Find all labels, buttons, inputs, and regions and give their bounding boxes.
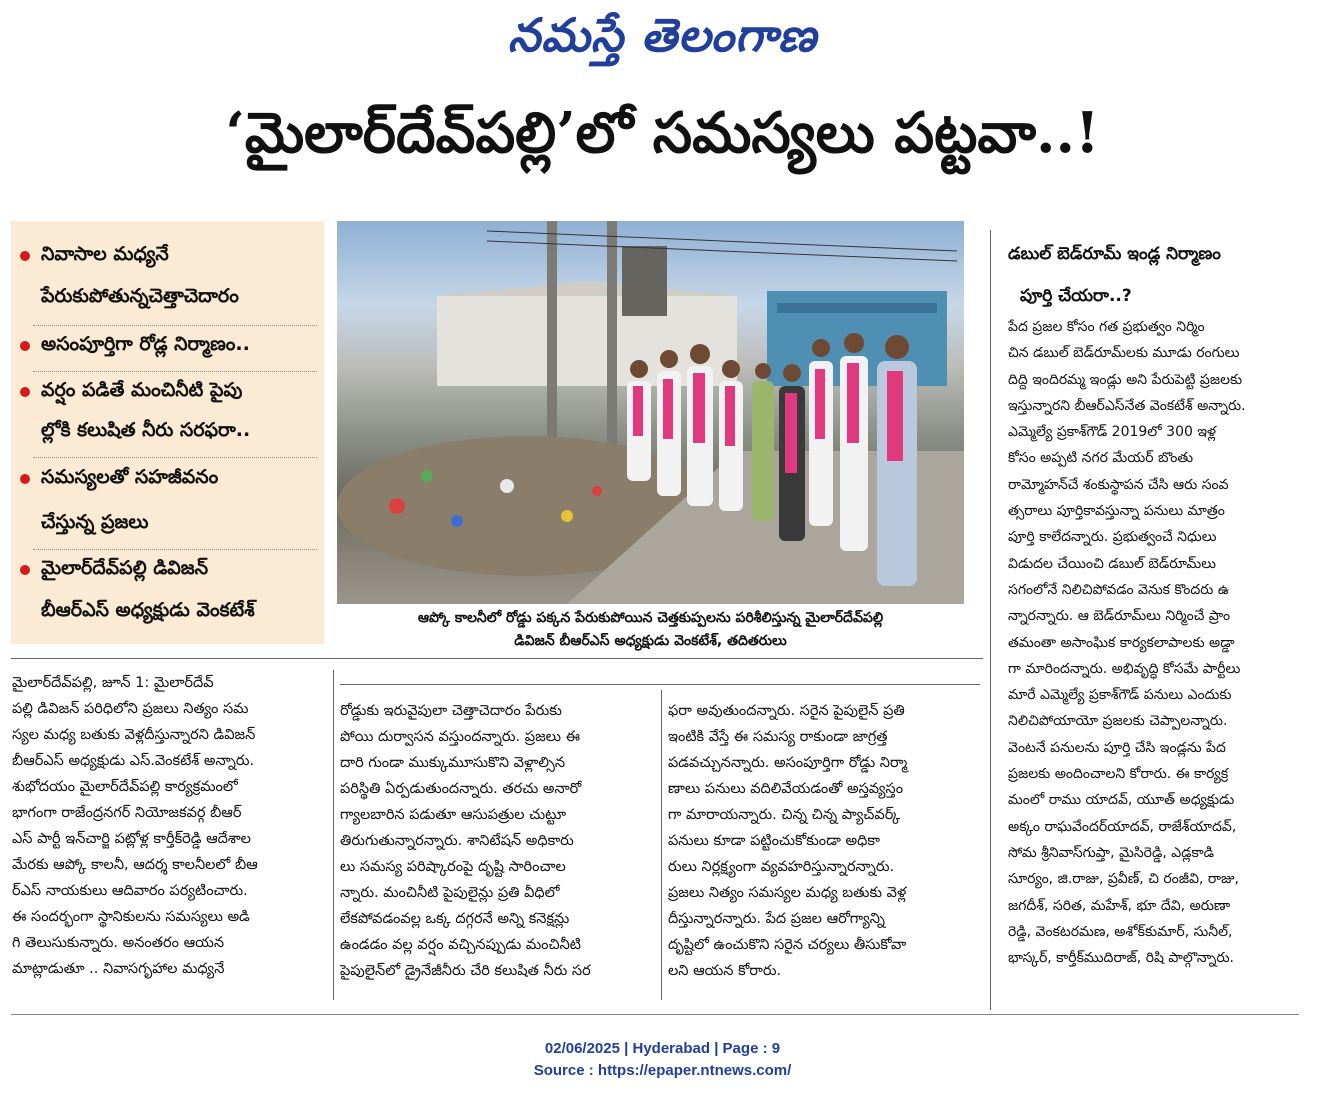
text-line: తిరుగుతున్నారన్నారు. శానిటేషన్ అధికారు — [340, 833, 574, 849]
text-line: పూర్తి కాలేదన్నారు. ప్రభుత్వంచే నిధులు — [1008, 529, 1217, 546]
bullet-icon — [20, 341, 30, 351]
text-line: ఎమ్మెల్యే ప్రకాశ్‌గౌడ్ 2019లో 300 ఇళ్ల — [1008, 424, 1217, 441]
text-line: న్నారు. మంచినీటి పైపులైన్లు ప్రతి వీధిలో — [340, 885, 560, 901]
footer-date: 02/06/2025 | Hyderabad | Page : 9 — [544, 1040, 781, 1057]
masthead-logo: నమస్తే తెలంగాణ — [507, 8, 818, 62]
text-line: వెంటనే పనులను పూర్తి చేసి ఇండ్లను పేద — [1008, 739, 1226, 756]
text-line: కోసం అప్పటి నగర మేయర్ బొంతు — [1008, 450, 1194, 467]
text-line: పోయి దుర్వాసన వస్తుందన్నారు. ప్రజలు ఈ — [340, 729, 580, 745]
text-line: దీస్తున్నారన్నారు. పేద ప్రజల ఆరోగ్యాన్ని — [668, 911, 885, 927]
news-photo — [337, 221, 964, 604]
text-line: ఎస్ పార్టీ ఇన్‌చార్జి పట్లోళ్ల కార్తీక్‌రెడ్డి ఆదేశాల — [12, 831, 251, 847]
highlights-box: నివాసాల మధ్యనే పేరుకుపోతున్నచెత్తాచెదారం అసంపూర్తిగా రోడ్ల నిర్మాణం.. వర్షం పడితే మంచినీటి పైపు ల్లోకి కలుషిత నీరు సరఫరా.. సమస్యలతో సహజీవనం చేస్తున్న ప్రజలు మైలార్‌దేవ్‌పల్లి డివిజన్ బీఆర్‌ఎస్ అధ్యక్షుడు వెంకటేశ్ — [11, 221, 324, 644]
divider — [33, 325, 317, 326]
text-line: మైలార్‌దేవ్‌పల్లి, జూన్ 1: మైలార్‌దేవ్ — [12, 675, 214, 691]
headline: ‘మైలార్‌దేవ్‌పల్లి’లో సమస్యలు పట్టవా..! — [225, 100, 1100, 166]
text-line: ప్రజలకు అందించాలని కోరారు. ఈ కార్యక్ర — [1008, 766, 1229, 783]
text-line: గా మారాయన్నారు. చిన్న చిన్న ప్యాచ్‌వర్క్ — [668, 807, 901, 823]
divider — [340, 684, 980, 685]
text-line: పనులు కూడా పట్టించుకోకుండా అధికా — [668, 833, 880, 849]
column-rule — [661, 690, 662, 1000]
text-line: చిన డబుల్ బెడ్‌రూమ్‌లకు మూడు రంగులు — [1008, 345, 1240, 362]
text-line: భాస్కర్, కార్తీక్‌ముదిరాజ్, రిషి పాల్గొన్నారు. — [1008, 950, 1234, 967]
divider — [11, 658, 983, 659]
footer-source: Source : https://epaper.ntnews.com/ — [533, 1062, 792, 1079]
text-line: గా మారిందన్నారు. అభివృద్ధి కోసమే పార్టీలు — [1008, 660, 1241, 677]
text-line: గి తెలుసుకున్నారు. అనంతరం ఆయన — [12, 935, 224, 951]
body-column-2 — [340, 698, 653, 984]
text-line: పడవచ్చునన్నారు. అసంపూర్తిగా రోడ్డు నిర్మా — [668, 755, 908, 771]
text-line: మారే ఎమ్మెల్యే ప్రకాశ్‌గౌడ్ పనులు ఎందుకు — [1008, 687, 1232, 704]
text-line: బీఆర్‌ఎస్ అధ్యక్షుడు ఎస్.వెంకటేశ్ అన్నారు. — [12, 753, 255, 769]
divider — [33, 371, 317, 372]
text-line: తమంతా అసాంఘిక కార్యకలాపాలకు అడ్డా — [1008, 634, 1235, 651]
text-line: మంలో రాము యాదవ్, యూత్ అధ్యక్షుడు — [1008, 792, 1235, 809]
text-line: భాగంగా రాజేంద్రనగర్ నియోజకవర్గ బీఆర్ — [12, 805, 242, 821]
text-line: దిద్ది ఇందిరమ్మ ఇండ్లు అని పేరుపెట్టి ప్రజలకు — [1008, 371, 1243, 388]
bullet-icon — [20, 565, 30, 575]
text-line: స్యల మధ్య బతుకు వెళ్లదీస్తున్నారని డివిజన్ — [12, 727, 256, 743]
text-line: ఫరా అవుతుందన్నారు. సరైన పైపులైన్ ప్రతి — [668, 703, 905, 719]
text-line: మాట్లాడుతూ .. నివాసగృహాల మధ్యనే — [12, 961, 225, 977]
photo-caption: ఆప్కో కాలనీలో రోడ్డు పక్కన పేరుకుపోయిన చెత్తకుప్పలను పరిశీలిస్తున్న మైలార్‌దేవ్‌పల్లి డివిజన్ బీఆర్‌ఎస్ అధ్యక్షుడు వెంకటేశ్, తదితరులు — [417, 610, 884, 649]
text-line: ఈ సందర్భంగా స్థానికులను సమస్యలు అడి — [12, 909, 250, 925]
bullet-icon — [20, 387, 30, 397]
text-line: గ్యాలబారిన పడుతూ ఆసుపత్రుల చుట్టూ — [340, 807, 567, 823]
sidebar-heading: డబుల్ బెడ్‌రూమ్ ఇండ్ల నిర్మాణం పూర్తి చేయరా..? — [1008, 244, 1221, 306]
text-line: రెడ్డి, వెంకటరమణ, అశోక్‌కుమార్, సునీల్, — [1008, 923, 1233, 940]
text-line: ణాలు పనులు వదిలివేయడంతో అస్తవ్యస్తం — [668, 781, 904, 797]
text-line: రోడ్డుకు ఇరువైపులా చెత్తాచెదారం పేరుకు — [340, 703, 562, 719]
text-line: రులు నిర్లక్ష్యంగా వ్యవహరిస్తున్నారన్నారు. — [668, 859, 895, 875]
text-line: న్నారన్నారు. ఆ బెడ్‌రూమ్‌లు నిర్మించే ప్రాం — [1008, 608, 1231, 625]
text-line: ర్‌ఎస్ నాయకులు ఆదివారం పర్యటించారు. — [12, 883, 248, 899]
text-line: సూర్యం, జి.రాజు, ప్రవీణ్, చి రంజీవి, రాజు, — [1008, 871, 1239, 888]
text-line: ఇస్తున్నారని బీఆర్‌ఎస్‌నేత వెంకటేశ్ అన్నారు. — [1008, 397, 1246, 414]
text-line: సగంలోనే నిలిచిపోవడం వెనుక కొందరు ఉ — [1008, 581, 1230, 598]
divider — [33, 457, 317, 458]
text-line: లని ఆయన కోరారు. — [668, 963, 782, 979]
text-line: అక్కం రాఘవేందర్‌యాదవ్, రాజేశ్‌యాదవ్, — [1008, 818, 1237, 835]
column-rule — [990, 230, 991, 1010]
text-line: ప్రజలు నిత్యం సమస్యల మధ్య బతుకు వెళ్ల — [668, 885, 907, 901]
text-line: ఇంటికి వేస్తే ఈ సమస్య రాకుండా జాగ్రత్త — [668, 729, 888, 745]
text-line: మేరకు ఆప్కో కాలనీ, ఆదర్శ కాలనీలలో బీఆ — [12, 857, 258, 873]
text-line: త్సరాలు పూర్తికావస్తున్నా పనులు మాత్రం — [1008, 503, 1225, 520]
text-line: రామ్మోహన్‌చే శంకుస్థాపన చేసి ఆరు సంవ — [1008, 476, 1229, 493]
text-line: విడుదల చేయించి డబుల్ బెడ్‌రూమ్‌లు — [1008, 555, 1217, 572]
text-line: ఉండడం వల్ల వర్షం వచ్చినప్పుడు మంచినీటి — [340, 937, 581, 953]
body-column-3 — [668, 698, 981, 984]
text-line: లు సమస్య పరిష్కారంపై దృష్టి సారించాల — [340, 859, 566, 875]
column-rule — [333, 670, 334, 1000]
text-line: దారి గుండా ముక్కుమూసుకొని వెళ్లాల్సిన — [340, 755, 566, 771]
photo-illustration — [337, 221, 964, 604]
text-line: నిలిచిపోయాయో ప్రజలకు చెప్పాలన్నారు. — [1008, 713, 1228, 730]
text-line: పైపులైన్‌లో డ్రైనేజీనీరు చేరి కలుషిత నీరు సర — [340, 963, 591, 979]
text-line: పరిస్థితి ఏర్పడుతుందన్నారు. తరచు అనారో — [340, 781, 582, 797]
text-line: సోమ శ్రీనివాస్‌గుప్తా, మైసిరెడ్డి, ఎడ్లకాడి — [1008, 844, 1215, 861]
text-line: జగదీశ్, సరిత, మహేశ్, భూ దేవి, అరుణా — [1008, 897, 1231, 914]
text-line: శుభోదయం మైలార్‌దేవ్‌పల్లి కార్యక్రమంలో — [12, 779, 238, 795]
text-line: దృష్టిలో ఉంచుకొని సరైన చర్యలు తీసుకోవా — [668, 937, 907, 953]
text-line: పేద ప్రజల కోసం గత ప్రభుత్వం నిర్మిం — [1008, 319, 1205, 335]
body-column-1 — [12, 670, 325, 982]
bullet-icon — [20, 474, 30, 484]
divider — [33, 549, 317, 550]
sidebar-body — [1008, 314, 1304, 971]
bullet-icon — [20, 251, 30, 261]
divider — [11, 1014, 1299, 1015]
text-line: పల్లి డివిజన్ పరిధిలోని ప్రజలు నిత్యం సమ — [12, 701, 249, 717]
text-line: లేకపోవడంవల్ల ఒక్క దగ్గరనే అన్ని కనెక్షన్లు — [340, 911, 570, 927]
